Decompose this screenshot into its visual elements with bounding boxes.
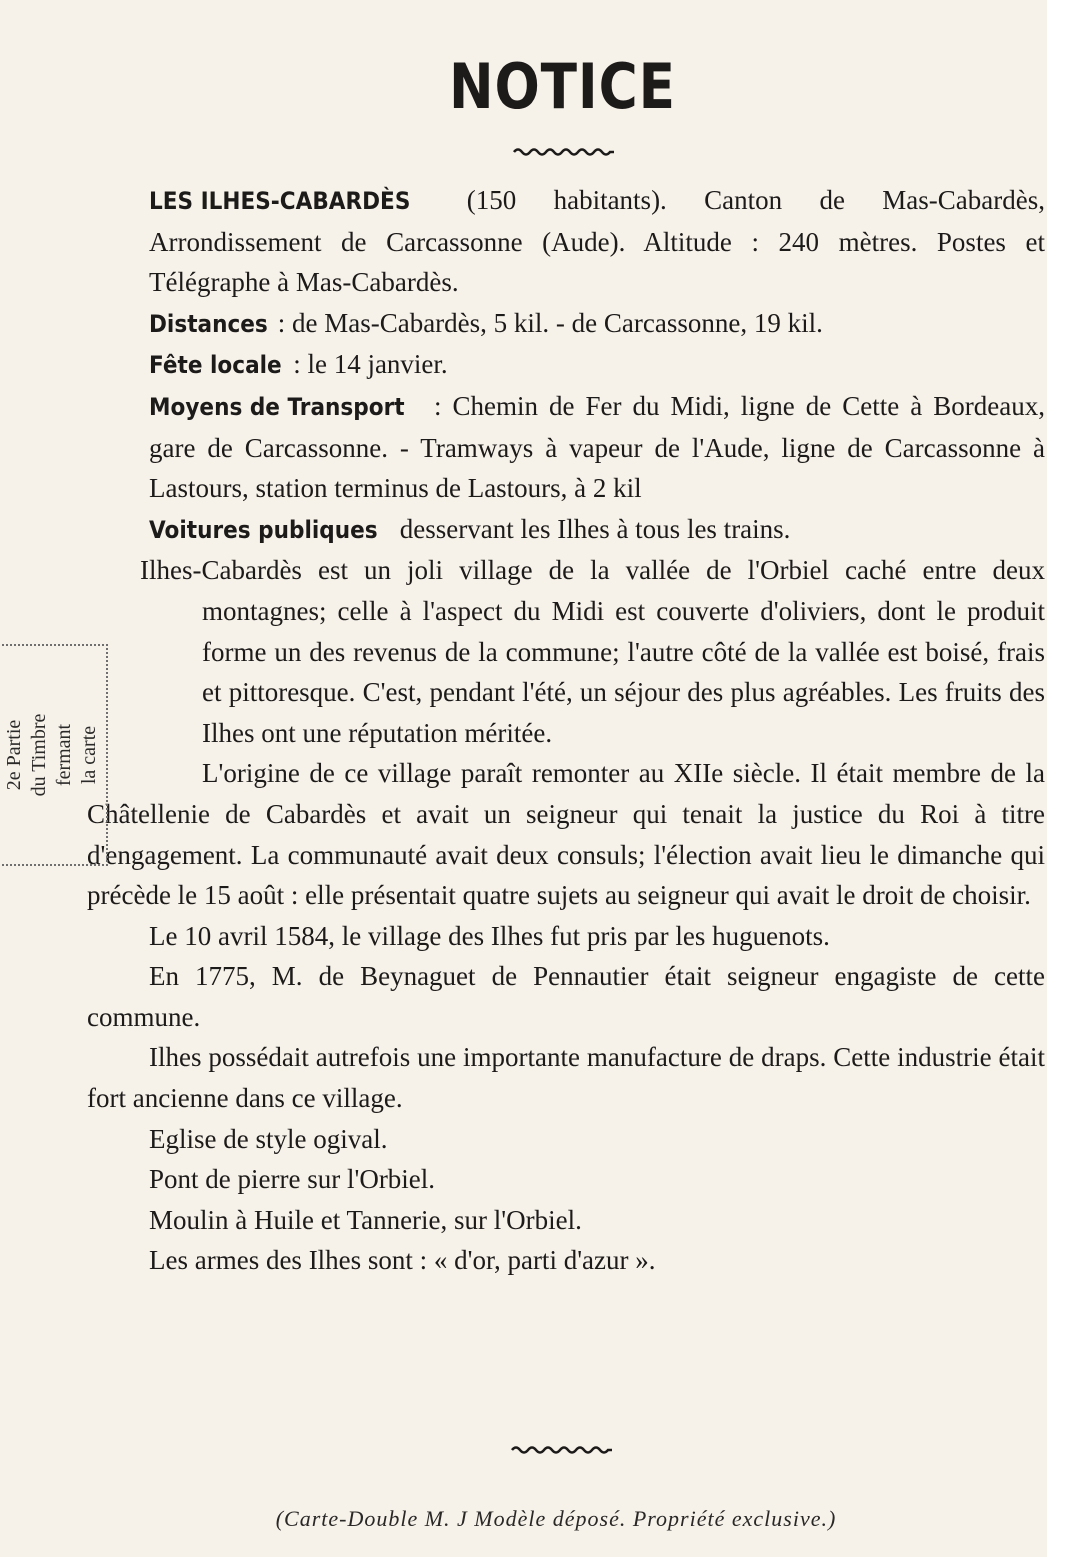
paragraph-location xyxy=(87,180,1045,303)
paragraph-moulin: Moulin à Huile et Tannerie, sur l'Orbiel. xyxy=(149,1204,582,1235)
paragraph-fete xyxy=(87,344,1045,386)
paragraph-text: : Chemin de Fer du Midi, ligne de Cette à Bordeaux, gare de Carcassonne. - Tramways à vapeur de l'Aude, ligne de Carcassonne à Lastours, station terminus de Lastours, à 2 kil xyxy=(149,390,1045,504)
wave-ornament-top xyxy=(512,145,616,157)
notice-body xyxy=(87,180,1045,1281)
paragraph-manufacture: Ilhes possédait autrefois une importante manufacture de draps. Cette industrie était fort ancienne dans ce village. xyxy=(87,1042,1045,1114)
paragraph-origin: L'origine de ce village paraît remonter au XIIe siècle. Il était membre de la Châtellenie de Cabardès et avait un seigneur qui tenait la justice du Roi à titre d'engagement. La communauté avait deux consuls; l'élection avait lieu le dimanche qui précède le 15 août : elle présentait quatre sujets au seigneur qui avait le droit de choisir. xyxy=(87,758,1045,911)
paragraph-armes: Les armes des Ilhes sont : « d'or, parti d'azur ». xyxy=(149,1245,656,1276)
page-edge xyxy=(1047,0,1065,1557)
paragraph-key: Distances xyxy=(149,309,268,338)
paragraph-text: desservant les Ilhes à tous les trains. xyxy=(393,513,791,544)
stamp-box xyxy=(0,644,108,866)
paragraph-distances xyxy=(87,303,1045,345)
page-title: NOTICE xyxy=(448,50,676,123)
paragraph-text: : le 14 janvier. xyxy=(286,349,448,380)
stamp-line: du Timbre xyxy=(28,713,50,797)
paragraph-key: Moyens de Transport xyxy=(149,392,405,421)
paragraph-description: Ilhes-Cabardès est un joli village de la vallée de l'Orbiel caché entre deux montagnes; celle à l'aspect du Midi est couverte d'oliviers, dont le produit forme un des revenus de la commune; l'autre côté de la vallée est boisé, frais et pittoresque. C'est, pendant l'été, un séjour des plus agréables. Les fruits des Ilhes ont une réputation méritée. xyxy=(140,555,1045,748)
stamp-line: 2e Partie xyxy=(3,719,25,791)
paragraph-pont: Pont de pierre sur l'Orbiel. xyxy=(149,1164,436,1195)
paragraph-key: Voitures publiques xyxy=(149,515,378,544)
stamp-line: la carte xyxy=(78,725,100,785)
stamp-text xyxy=(2,635,102,875)
paragraph-key: Fête locale xyxy=(149,351,282,380)
paragraph-seigneur: En 1775, M. de Beynaguet de Pennautier était seigneur engagiste de cette commune. xyxy=(87,961,1045,1032)
paragraph-text: (150 habitants). Canton de Mas-Cabardès, Arrondissement de Carcassonne (Aude). Altitude : 240 mètres. Postes et Télégraphe à Mas-Cabardès. xyxy=(149,185,1045,298)
paragraph-voitures xyxy=(87,509,1045,551)
paragraph-key: LES ILHES-CABARDÈS xyxy=(149,187,411,215)
stamp-line: fermant xyxy=(53,723,75,787)
footer-note: (Carte-Double M. J Modèle déposé. Propriété exclusive.) xyxy=(275,1506,837,1531)
paragraph-text: : de Mas-Cabardès, 5 kil. - de Carcassonne, 19 kil. xyxy=(270,307,823,338)
paragraph-transport xyxy=(87,386,1045,509)
paragraph-eglise: Eglise de style ogival. xyxy=(149,1123,388,1154)
paragraph-huguenots: Le 10 avril 1584, le village des Ilhes fut pris par les huguenots. xyxy=(149,920,830,951)
wave-ornament-bottom xyxy=(510,1443,614,1455)
